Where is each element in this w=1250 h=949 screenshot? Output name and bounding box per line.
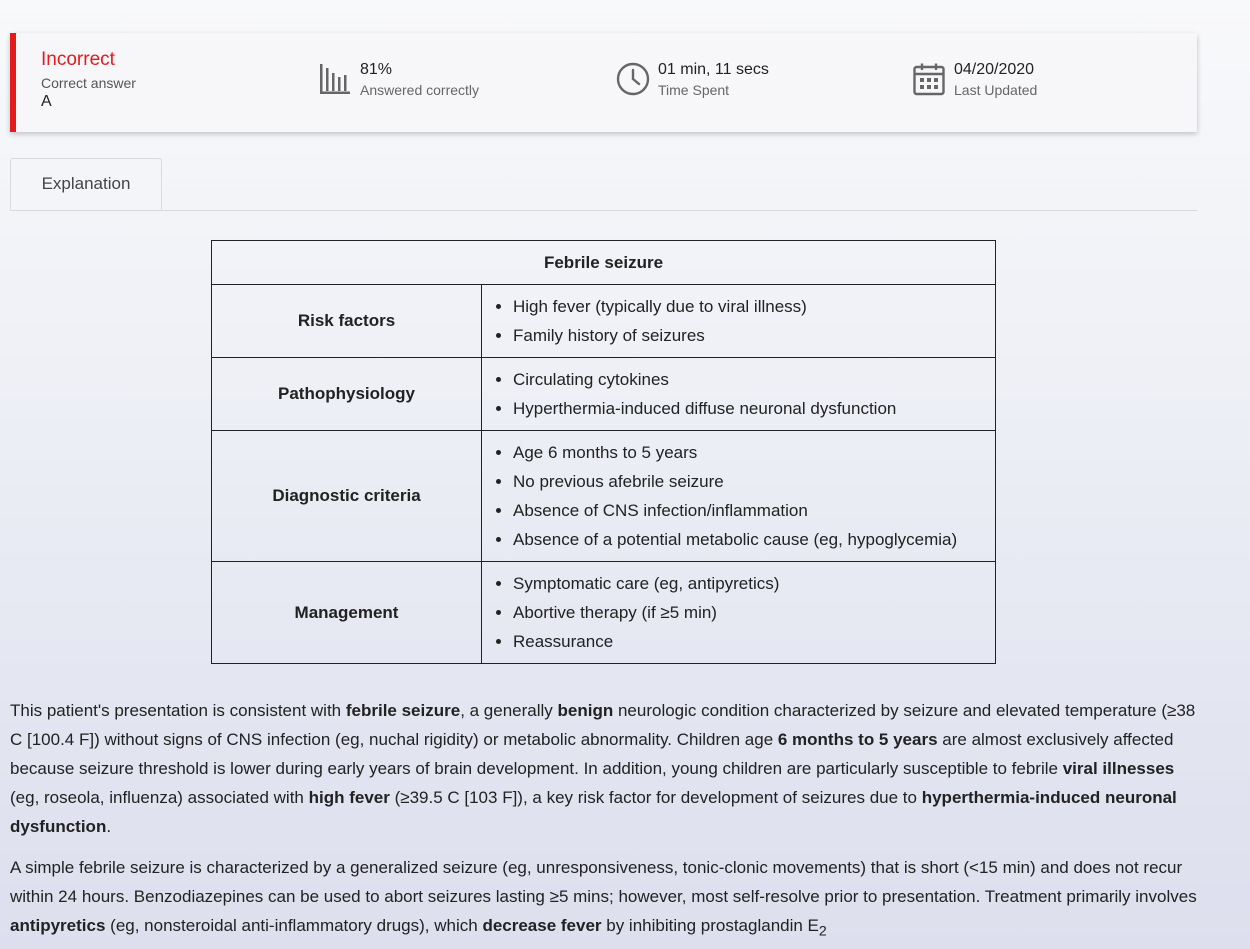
stats-card [10, 33, 1197, 132]
time-label: Time Spent [658, 82, 730, 98]
updated-value: 04/20/2020 [954, 61, 1035, 78]
updated-stat [912, 60, 1037, 99]
explanation-paragraph-1: This patient's presentation is consistent with febrile seizure, a generally benign neurologic condition characterized by seizure and elevated temperature (≥38 C [100.4 F]) without signs of CNS infection (eg, nuchal rigidity) or metabolic abnormality. Children age 6 months to 5 years are almost exclusively affected because seizure threshold is lower during early years of brain development. In addition, young children are particularly susceptible to febrile viral illnesses (eg, roseola, influenza) associated with high fever (≥39.5 C [103 F]), a key risk factor for development of seizures due to hyperthermia-induced neuronal dysfunction. [10, 701, 1196, 836]
table-row [212, 285, 996, 358]
table-row [212, 562, 996, 664]
clock-icon [616, 62, 650, 96]
table-title: Febrile seizure [212, 241, 996, 285]
explanation-paragraph-2: A simple febrile seizure is characterized by a generalized seizure (eg, unresponsiveness, tonic-clonic movements) that is short (<15 min) and does not recur within 24 hours. Benzodiazepines can be used to abort seizures lasting ≥5 mins; however, most self-resolve prior to presentation. Treatment primarily involves antipyretics (eg, nonsteroidal anti-inflammatory drugs), which decrease fever by inhibiting prostaglandin $E_2$ [10, 858, 1197, 940]
list-item: • Abortive therapy (if ≥5 min) [513, 598, 995, 627]
row-label: Management [212, 562, 482, 664]
table-row [212, 358, 996, 431]
percent-label: Answered correctly [360, 82, 480, 98]
list-item: • Symptomatic care (eg, antipyretics) [513, 569, 995, 598]
row-label: Pathophysiology [212, 358, 482, 431]
list-item: • Reassurance [513, 627, 995, 656]
calendar-icon [912, 62, 946, 96]
time-stat [616, 60, 769, 99]
percent-value: 81% [360, 61, 393, 78]
result-status: Incorrect [41, 49, 115, 70]
tab-bar [10, 158, 1197, 211]
result-block [41, 49, 136, 111]
list-item: • Absence of a potential metabolic cause (eg, hypoglycemia) [513, 525, 995, 554]
list-item: • Hyperthermia-induced diffuse neuronal dysfunction [513, 394, 995, 423]
time-value: 01 min, 11 secs [658, 61, 769, 78]
list-item: • Circulating cytokines [513, 365, 995, 394]
tab-explanation[interactable]: Explanation [10, 158, 162, 210]
bar-chart-icon [318, 62, 352, 96]
row-label: Diagnostic criteria [212, 431, 482, 562]
percent-stat [318, 60, 479, 99]
list-item: • Age 6 months to 5 years [513, 438, 995, 467]
list-item: • High fever (typically due to viral illness) [513, 292, 995, 321]
list-item: • Family history of seizures [513, 321, 995, 350]
febrile-seizure-table [211, 240, 996, 664]
table-row [212, 431, 996, 562]
correct-answer-label: Correct answer [41, 75, 136, 91]
list-item: • Absence of CNS infection/inflammation [513, 496, 995, 525]
correct-answer-value: A [41, 93, 52, 110]
list-item: • No previous afebrile seizure [513, 467, 995, 496]
row-label: Risk factors [212, 285, 482, 358]
updated-label: Last Updated [954, 82, 1038, 98]
